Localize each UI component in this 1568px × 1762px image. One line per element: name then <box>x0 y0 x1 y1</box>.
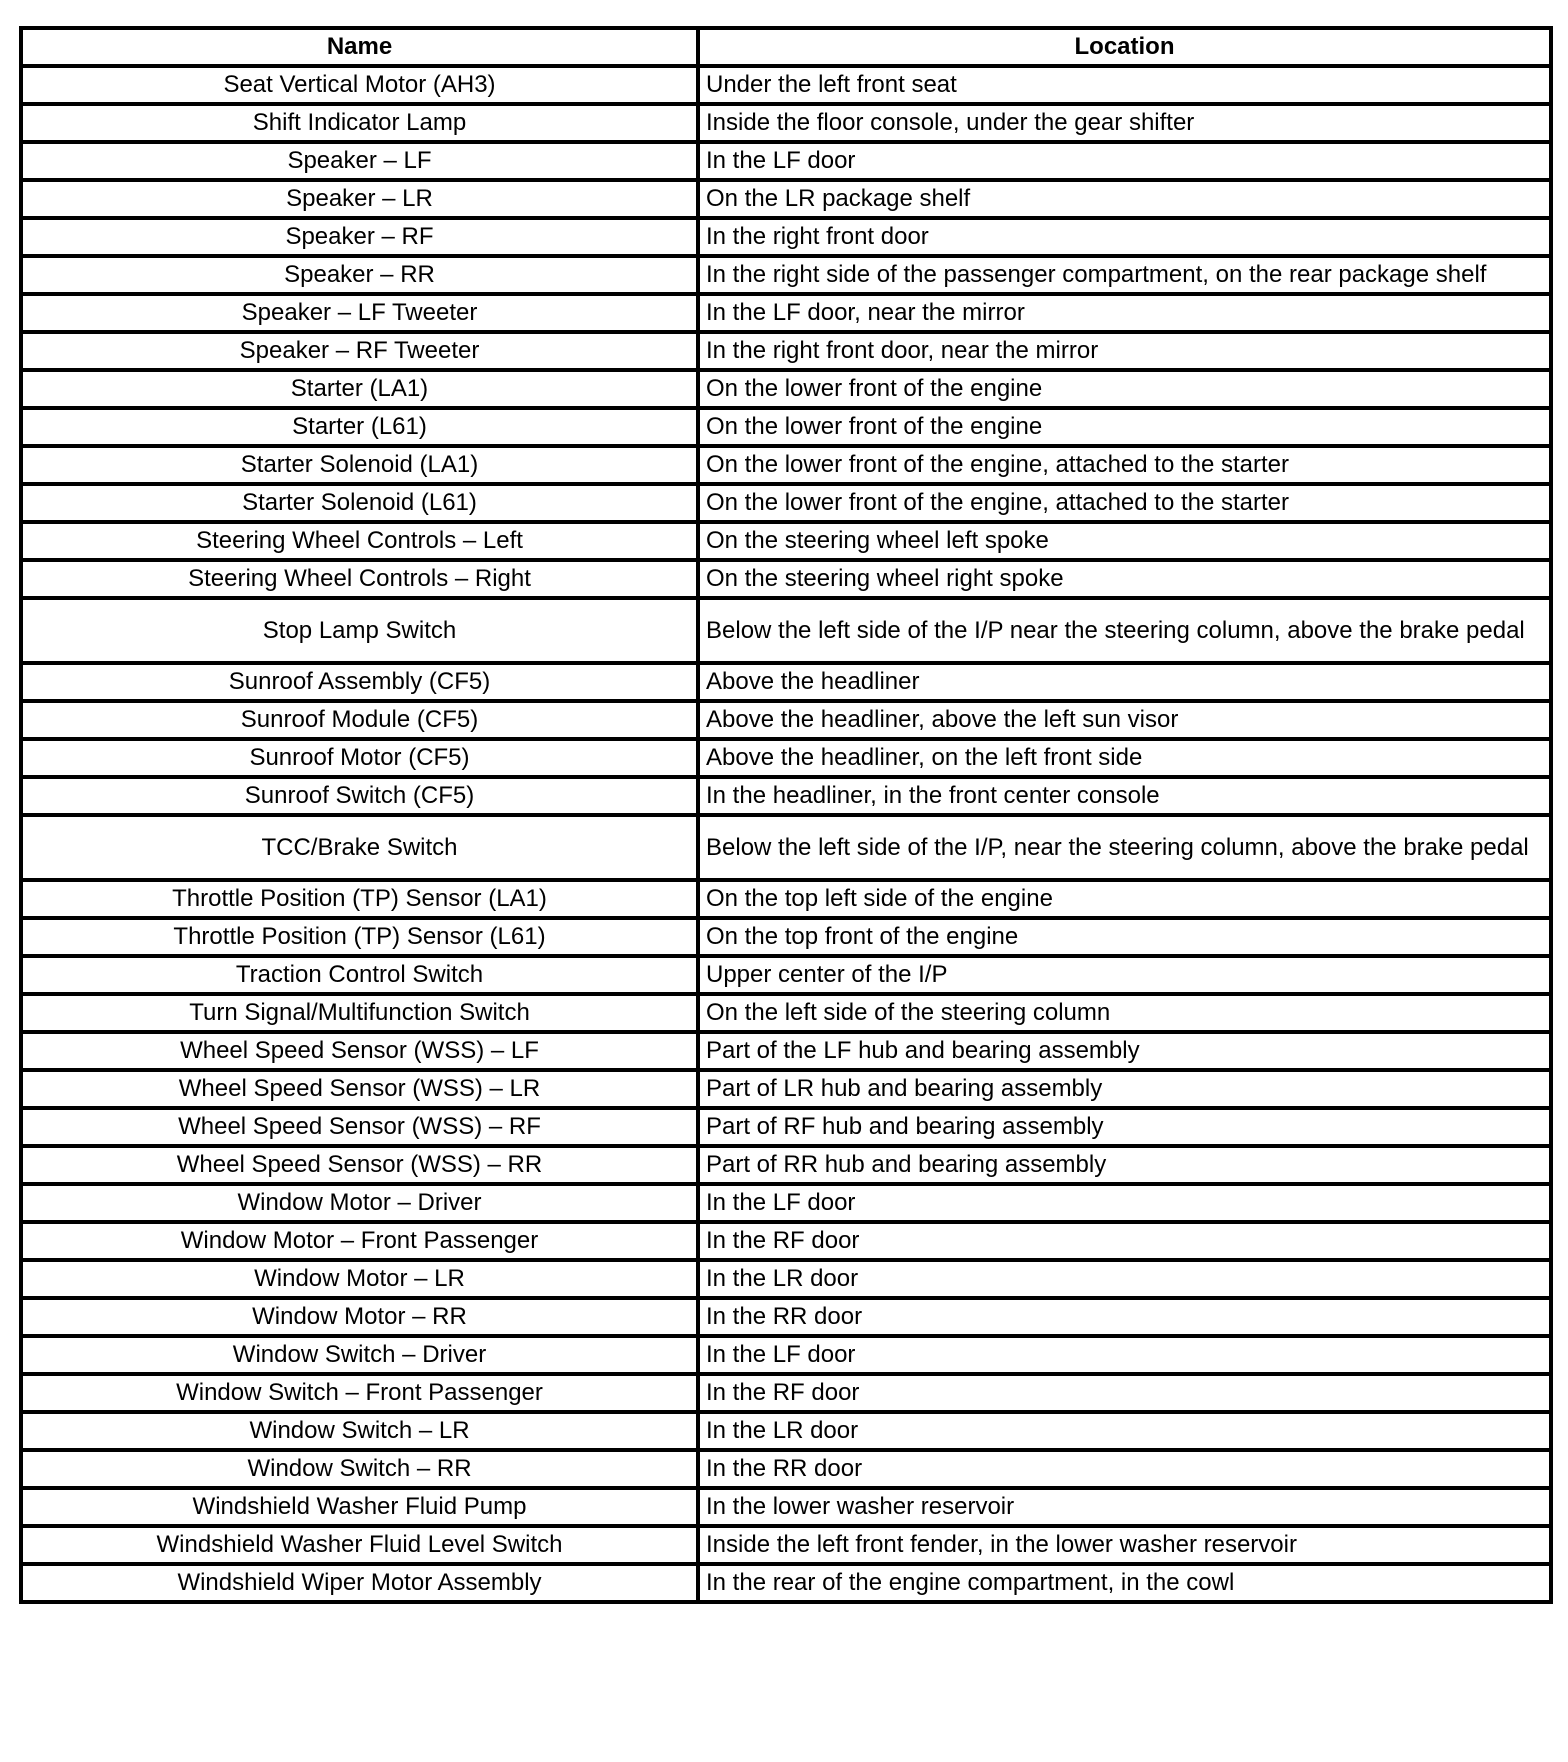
component-name-cell: Wheel Speed Sensor (WSS) – RF <box>21 1108 698 1146</box>
component-location-cell: On the left side of the steering column <box>698 994 1551 1032</box>
table-row <box>21 104 1551 142</box>
table-row <box>21 1336 1551 1374</box>
component-location-cell: Part of RR hub and bearing assembly <box>698 1146 1551 1184</box>
component-location-cell: In the RF door <box>698 1222 1551 1260</box>
component-name-cell: Speaker – RF Tweeter <box>21 332 698 370</box>
component-name-cell: Speaker – LR <box>21 180 698 218</box>
component-name-cell: Sunroof Assembly (CF5) <box>21 663 698 701</box>
component-location-cell: Below the left side of the I/P, near the steering column, above the brake pedal <box>698 815 1551 880</box>
component-name-cell: Speaker – RF <box>21 218 698 256</box>
component-name-cell: Starter (LA1) <box>21 370 698 408</box>
component-name-cell: Stop Lamp Switch <box>21 598 698 663</box>
component-name-cell: Speaker – LF <box>21 142 698 180</box>
component-name-cell: Turn Signal/Multifunction Switch <box>21 994 698 1032</box>
component-location-cell: In the right side of the passenger compartment, on the rear package shelf <box>698 256 1551 294</box>
component-name-cell: Starter (L61) <box>21 408 698 446</box>
component-name-cell: Steering Wheel Controls – Right <box>21 560 698 598</box>
component-location-cell: In the right front door <box>698 218 1551 256</box>
component-name-cell: Sunroof Module (CF5) <box>21 701 698 739</box>
table-row <box>21 1488 1551 1526</box>
table-row <box>21 815 1551 880</box>
table-row <box>21 484 1551 522</box>
table-row <box>21 1374 1551 1412</box>
table-row <box>21 66 1551 104</box>
table-row <box>21 1222 1551 1260</box>
table-row <box>21 560 1551 598</box>
component-location-cell: On the lower front of the engine <box>698 370 1551 408</box>
component-name-cell: Throttle Position (TP) Sensor (L61) <box>21 918 698 956</box>
header-location: Location <box>698 28 1551 66</box>
table-row <box>21 294 1551 332</box>
header-row <box>21 28 1551 66</box>
table-row <box>21 956 1551 994</box>
component-name-cell: Window Motor – LR <box>21 1260 698 1298</box>
table-row <box>21 777 1551 815</box>
component-location-cell: On the LR package shelf <box>698 180 1551 218</box>
component-name-cell: Starter Solenoid (LA1) <box>21 446 698 484</box>
component-location-cell: Upper center of the I/P <box>698 956 1551 994</box>
component-location-cell: On the lower front of the engine, attached to the starter <box>698 484 1551 522</box>
component-location-cell: Part of the LF hub and bearing assembly <box>698 1032 1551 1070</box>
table-row <box>21 880 1551 918</box>
component-location-cell: In the LR door <box>698 1260 1551 1298</box>
component-location-cell: On the top left side of the engine <box>698 880 1551 918</box>
table-row <box>21 1526 1551 1564</box>
component-name-cell: Window Motor – Front Passenger <box>21 1222 698 1260</box>
table-row <box>21 332 1551 370</box>
table-row <box>21 408 1551 446</box>
component-name-cell: Wheel Speed Sensor (WSS) – LR <box>21 1070 698 1108</box>
component-name-cell: Window Switch – Driver <box>21 1336 698 1374</box>
component-location-cell: In the RR door <box>698 1450 1551 1488</box>
component-name-cell: Window Motor – RR <box>21 1298 698 1336</box>
component-name-cell: Steering Wheel Controls – Left <box>21 522 698 560</box>
table-row <box>21 218 1551 256</box>
component-name-cell: Speaker – RR <box>21 256 698 294</box>
table-row <box>21 994 1551 1032</box>
component-location-cell: Part of RF hub and bearing assembly <box>698 1108 1551 1146</box>
component-name-cell: Seat Vertical Motor (AH3) <box>21 66 698 104</box>
component-location-cell: On the steering wheel left spoke <box>698 522 1551 560</box>
component-location-cell: Above the headliner <box>698 663 1551 701</box>
table-row <box>21 1564 1551 1602</box>
component-location-cell: In the headliner, in the front center console <box>698 777 1551 815</box>
table-row <box>21 1412 1551 1450</box>
component-name-cell: Window Switch – Front Passenger <box>21 1374 698 1412</box>
table-row <box>21 1032 1551 1070</box>
component-location-cell: Inside the floor console, under the gear shifter <box>698 104 1551 142</box>
component-name-cell: TCC/Brake Switch <box>21 815 698 880</box>
table-row <box>21 918 1551 956</box>
component-location-table <box>19 26 1553 1604</box>
table-row <box>21 598 1551 663</box>
component-name-cell: Window Switch – LR <box>21 1412 698 1450</box>
component-name-cell: Traction Control Switch <box>21 956 698 994</box>
table-row <box>21 370 1551 408</box>
component-location-cell: On the lower front of the engine <box>698 408 1551 446</box>
header-name: Name <box>21 28 698 66</box>
table-row <box>21 701 1551 739</box>
component-location-cell: In the lower washer reservoir <box>698 1488 1551 1526</box>
component-location-cell: On the lower front of the engine, attached to the starter <box>698 446 1551 484</box>
component-name-cell: Windshield Washer Fluid Level Switch <box>21 1526 698 1564</box>
table-row <box>21 180 1551 218</box>
component-location-cell: Under the left front seat <box>698 66 1551 104</box>
table-row <box>21 1070 1551 1108</box>
component-location-cell: In the LF door <box>698 1336 1551 1374</box>
component-name-cell: Wheel Speed Sensor (WSS) – RR <box>21 1146 698 1184</box>
table-row <box>21 1450 1551 1488</box>
component-location-cell: In the RF door <box>698 1374 1551 1412</box>
component-location-cell: Part of LR hub and bearing assembly <box>698 1070 1551 1108</box>
component-location-cell: In the right front door, near the mirror <box>698 332 1551 370</box>
component-name-cell: Speaker – LF Tweeter <box>21 294 698 332</box>
table-row <box>21 739 1551 777</box>
component-name-cell: Windshield Wiper Motor Assembly <box>21 1564 698 1602</box>
component-location-cell: Above the headliner, on the left front side <box>698 739 1551 777</box>
component-location-cell: In the LF door <box>698 1184 1551 1222</box>
component-name-cell: Starter Solenoid (L61) <box>21 484 698 522</box>
table-row <box>21 522 1551 560</box>
table-row <box>21 1298 1551 1336</box>
table-row <box>21 142 1551 180</box>
component-name-cell: Window Motor – Driver <box>21 1184 698 1222</box>
component-name-cell: Window Switch – RR <box>21 1450 698 1488</box>
table-row <box>21 1108 1551 1146</box>
table-row <box>21 446 1551 484</box>
component-location-cell: In the LF door <box>698 142 1551 180</box>
component-name-cell: Wheel Speed Sensor (WSS) – LF <box>21 1032 698 1070</box>
component-name-cell: Sunroof Motor (CF5) <box>21 739 698 777</box>
component-name-cell: Sunroof Switch (CF5) <box>21 777 698 815</box>
component-location-cell: In the rear of the engine compartment, in the cowl <box>698 1564 1551 1602</box>
component-location-cell: In the RR door <box>698 1298 1551 1336</box>
table-row <box>21 256 1551 294</box>
table-row <box>21 663 1551 701</box>
table-row <box>21 1184 1551 1222</box>
component-location-cell: On the top front of the engine <box>698 918 1551 956</box>
table-body <box>21 66 1551 1602</box>
component-location-cell: In the LR door <box>698 1412 1551 1450</box>
component-location-cell: On the steering wheel right spoke <box>698 560 1551 598</box>
component-location-cell: Inside the left front fender, in the lower washer reservoir <box>698 1526 1551 1564</box>
component-name-cell: Windshield Washer Fluid Pump <box>21 1488 698 1526</box>
component-location-cell: In the LF door, near the mirror <box>698 294 1551 332</box>
component-location-cell: Above the headliner, above the left sun visor <box>698 701 1551 739</box>
component-name-cell: Shift Indicator Lamp <box>21 104 698 142</box>
table-row <box>21 1260 1551 1298</box>
component-location-cell: Below the left side of the I/P near the steering column, above the brake pedal <box>698 598 1551 663</box>
component-name-cell: Throttle Position (TP) Sensor (LA1) <box>21 880 698 918</box>
table-row <box>21 1146 1551 1184</box>
